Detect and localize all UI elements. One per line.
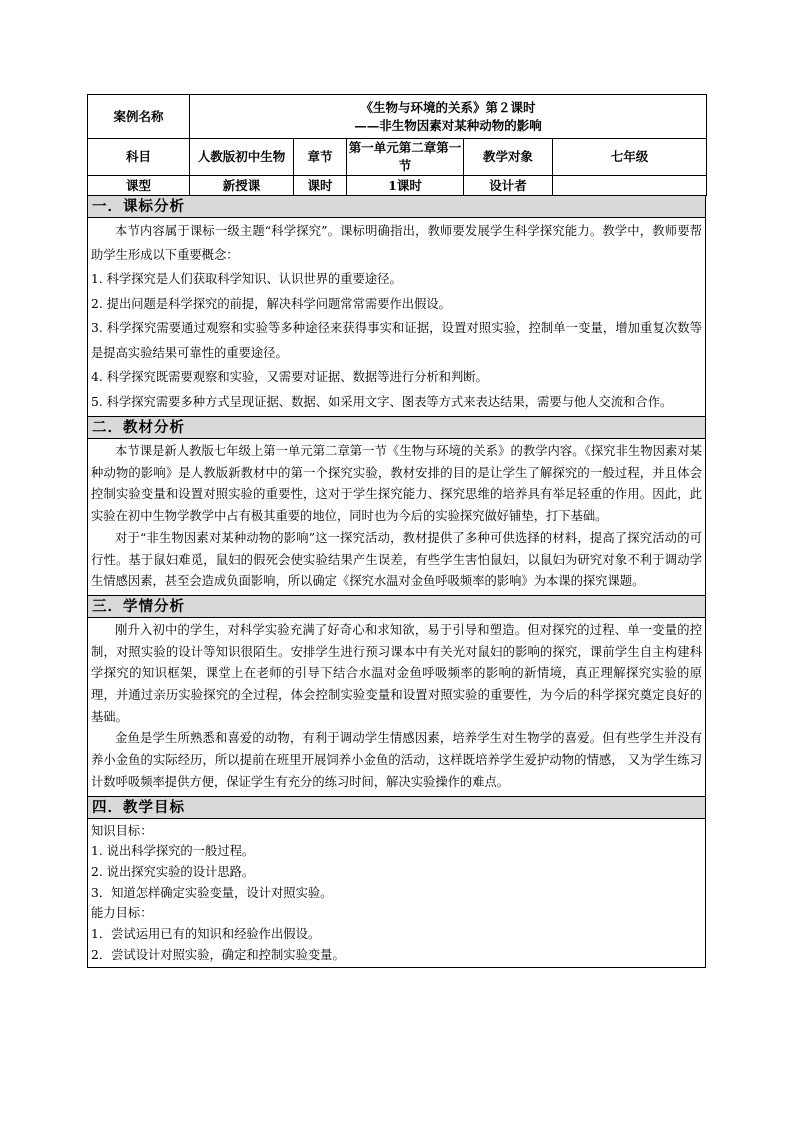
section-body-curriculum [87, 218, 706, 416]
lesson-plan-document [87, 94, 706, 968]
subject-label: 科目 [88, 139, 190, 176]
header-table [87, 94, 707, 196]
chapter-label: 章节 [294, 139, 347, 176]
case-name-label: 案例名称 [88, 95, 190, 139]
objective-line: 2．尝试设计对照实验，确定和控制实验变量。 [91, 947, 345, 962]
list-item: 4. 科学探究既需要观察和实验，又需要对证据、数据等进行分析和判断。 [91, 370, 488, 384]
objective-line: 1. 说出科学探究的一般过程。 [91, 844, 255, 859]
objective-line: 2. 说出探究实验的设计思路。 [91, 864, 255, 879]
paragraph: 本节内容属于课标一级主题“科学探究”。课标明确指出，教师要发展学生科学探究能力。教学中，教师要帮助学生形成以下重要概念： [91, 224, 702, 262]
paragraph: 金鱼是学生所熟悉和喜爱的动物，有利于调动学生情感因素，培养学生对生物学的喜爱。但有些学生并没有养小金鱼的实际经历，所以提前在班里开展饲养小金鱼的活动，这样既培养学生爱护动物的情感， 又为学生练习计数呼吸频率提供方便，保证学生有充分的练习时间，解决实验操作的难点。 [91, 731, 702, 789]
hours-label: 课时 [294, 176, 347, 196]
audience-value: 七年级 [553, 139, 707, 176]
type-label: 课型 [88, 176, 190, 196]
paragraph: 刚升入初中的学生，对科学实验充满了好奇心和求知欲，易于引导和塑造。但对探究的过程、单一变量的控制，对照实验的设计等知识很陌生。安排学生进行预习课本中有关光对鼠妇的影响的探究，课前学生自主构建科学探究的知识框架，课堂上在老师的引导下结合水温对金鱼呼吸频率的影响的新情境，真正理解探究实验的原理，并通过亲历实验探究的全过程，体会控制实验变量和设置对照实验的重要性，为今后的科学探究奠定良好的基础。 [91, 622, 702, 724]
section-body-textbook [87, 439, 706, 595]
objective-line: 能力目标： [91, 906, 153, 921]
list-item: 3. 科学探究需要通过观察和实验等多种途径来获得事实和证据，设置对照实验，控制单一变量，增加重复次数等是提高实验结果可靠性的重要途径。 [91, 321, 702, 360]
paragraph: 本节课是新人教版七年级上第一单元第二章第一节《生物与环境的关系》的教学内容。《探究非生物因素对某种动物的影响》是人教版新教材中的第一个探究实验，教材安排的目的是让学生了解探究的一般过程，并且体会控制实验变量和设置对照实验的重要性，这对于学生探究能力、探究思维的培养具有举足轻重的作用。因此，此实验在初中生物学教学中占有极其重要的地位，同时也为今后的实验探究做好铺垫，打下基础。 [91, 444, 702, 524]
section-heading-objectives: 四．教学目标 [87, 796, 706, 819]
section-body-objectives [87, 819, 706, 969]
section-heading-textbook: 二．教材分析 [87, 416, 706, 439]
paragraph: 对于“非生物因素对某种动物的影响”这一探究活动，教材提供了多种可供选择的材料，提高了探究活动的可行性。基于鼠妇难觅，鼠妇的假死会使实验结果产生误差，有些学生害怕鼠妇，以鼠妇为研究对象不利于调动学生情感因素，甚至会造成负面影响，所以确定《探究水温对金鱼呼吸频率的影响》为本课的探究课题。 [91, 530, 702, 589]
section-heading-curriculum: 一．课标分析 [87, 196, 706, 218]
subject-value: 人教版初中生物 [190, 139, 294, 176]
type-value: 新授课 [190, 176, 294, 196]
list-item: 2. 提出问题是科学探究的前提，解决科学问题常常需要作出假设。 [91, 296, 451, 311]
audience-label: 教学对象 [464, 139, 553, 176]
case-title [190, 95, 707, 139]
list-item: 5. 科学探究需要多种方式呈现证据、数据、如采用文字、图表等方式来表达结果，需要与他人交流和合作。 [91, 394, 673, 409]
list-item: 1. 科学探究是人们获取科学知识、认识世界的重要途径。 [91, 272, 402, 286]
case-title-line1: 《生物与环境的关系》第２课时 [360, 99, 536, 115]
designer-value [553, 176, 707, 196]
designer-label: 设计者 [464, 176, 553, 196]
chapter-value: 第一单元第二章第一节 [347, 139, 464, 176]
objective-line: 1．尝试运用已有的知识和经验作出假设。 [91, 927, 321, 942]
section-body-learners [87, 618, 706, 796]
objective-line: 知识目标： [91, 823, 153, 838]
hours-value: 1课时 [347, 176, 464, 196]
objective-line: 3．知道怎样确定实验变量，设计对照实验。 [91, 885, 333, 900]
section-heading-learners: 三．学情分析 [87, 595, 706, 618]
case-title-line2: ——非生物因素对某种动物的影响 [354, 117, 542, 133]
